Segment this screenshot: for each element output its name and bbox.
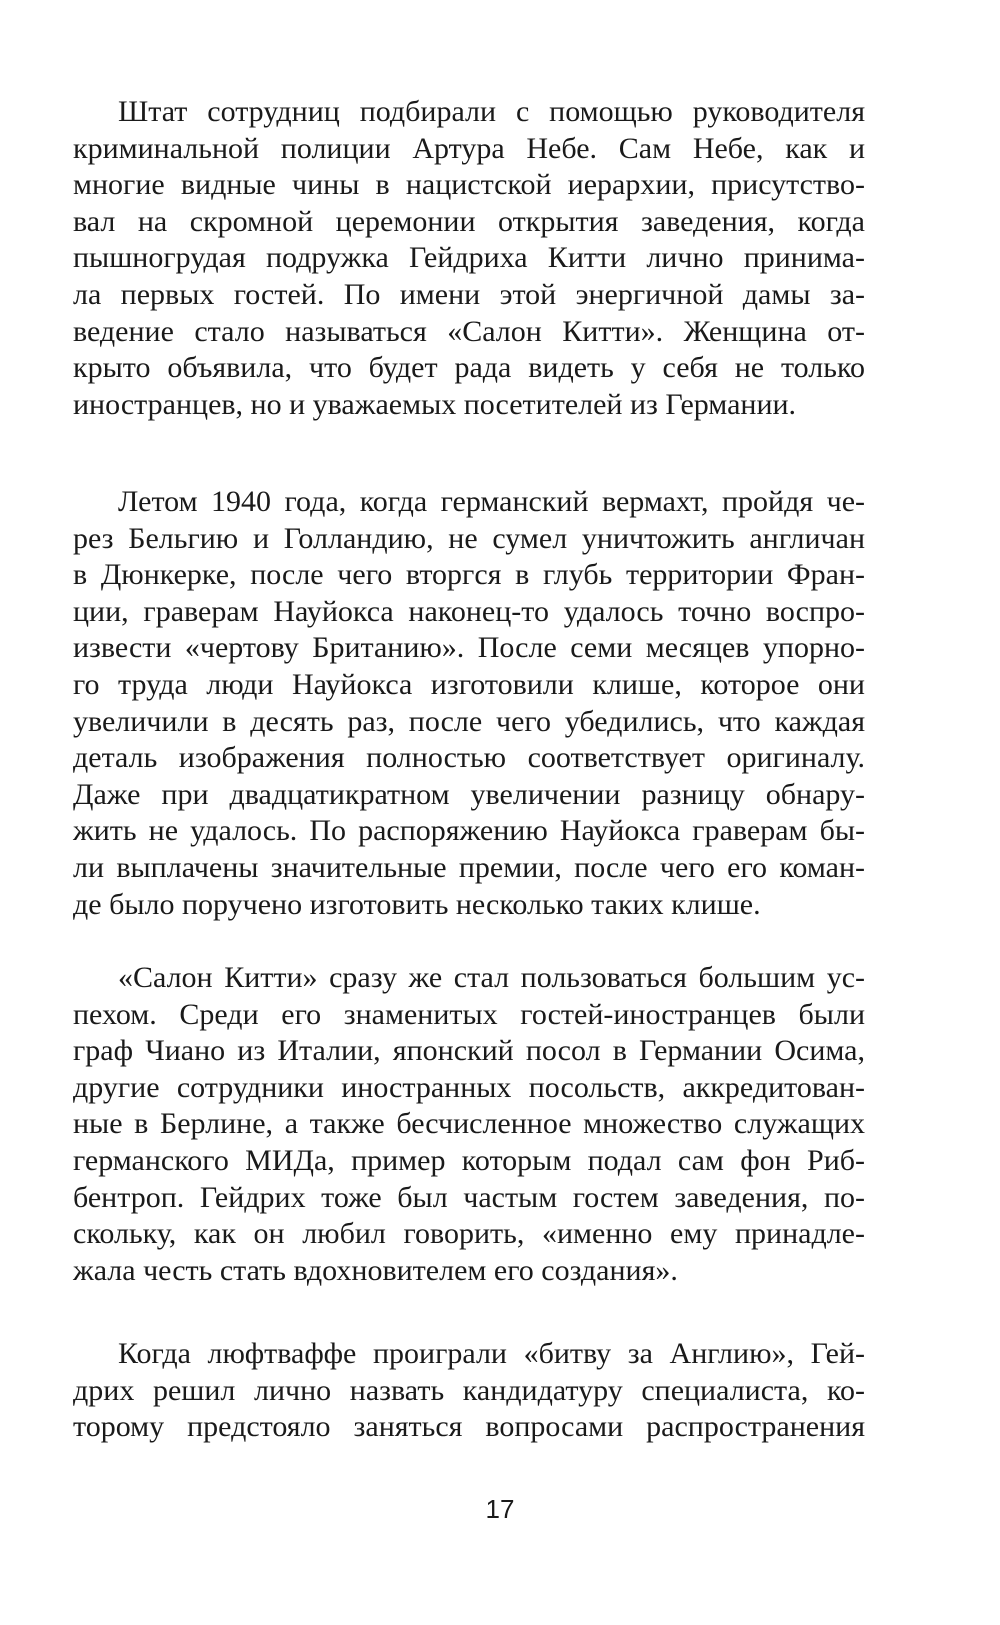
paragraph-2 xyxy=(73,484,865,923)
text-line: Даже при двадцатикратном увеличении разницу обнару- xyxy=(73,777,865,811)
text-line: деталь изображения полностью соответствует оригиналу. xyxy=(73,741,865,775)
text-line: дрих решил лично назвать кандидатуру специалиста, ко- xyxy=(73,1373,865,1407)
text-line: жала честь стать вдохновителем его создания». xyxy=(73,1253,678,1287)
text-line: вал на скромной церемонии открытия заведения, когда xyxy=(73,204,865,238)
text-line: жить не удалось. По распоряжению Науйокса граверам бы- xyxy=(73,814,865,848)
text-line: ла первых гостей. По имени этой энергичной дамы за- xyxy=(73,277,865,311)
paragraph-1 xyxy=(73,94,865,423)
text-line: пехом. Среди его знаменитых гостей-иностранцев были xyxy=(73,997,865,1031)
text-line: многие видные чины в нацистской иерархии, присутство- xyxy=(73,168,865,202)
text-line: другие сотрудники иностранных посольств, аккредитован- xyxy=(73,1070,865,1104)
text-line: Летом 1940 года, когда германский вермахт, пройдя че- xyxy=(118,485,865,518)
text-line: криминальной полиции Артура Небе. Сам Небе, как и xyxy=(73,131,865,165)
text-line: торому предстояло заняться вопросами распространения xyxy=(73,1410,865,1444)
paragraph-4 xyxy=(73,1336,865,1446)
text-line: ли выплачены значительные премии, после чего его коман- xyxy=(73,850,865,884)
text-line: извести «чертову Британию». После семи месяцев упорно- xyxy=(73,631,865,665)
text-line: увеличили в десять раз, после чего убедились, что каждая xyxy=(73,704,865,738)
text-line: германского МИДа, пример которым подал сам фон Риб- xyxy=(73,1143,865,1177)
page-number: 17 xyxy=(485,1494,515,1524)
text-line: Когда люфтваффе проиграли «битву за Англию», Гей- xyxy=(118,1337,865,1370)
text-line: в Дюнкерке, после чего вторгся в глубь территории Фран- xyxy=(73,558,865,592)
text-line: ведение стало называться «Салон Китти». Женщина от- xyxy=(73,314,865,348)
text-line: пышногрудая подружка Гейдриха Китти лично принима- xyxy=(73,241,865,275)
text-line: Штат сотрудниц подбирали с помощью руководителя xyxy=(118,95,865,128)
text-line: рез Бельгию и Голландию, не сумел уничтожить англичан xyxy=(73,521,865,555)
text-line: бентроп. Гейдрих тоже был частым гостем заведения, по- xyxy=(73,1180,865,1214)
text-line: го труда люди Науйокса изготовили клише, которое они xyxy=(73,667,865,701)
text-line: де было поручено изготовить несколько таких клише. xyxy=(73,887,761,921)
text-line: «Салон Китти» сразу же стал пользоваться большим ус- xyxy=(118,961,865,994)
text-line: скольку, как он любил говорить, «именно ему принадле- xyxy=(73,1217,865,1251)
text-line: граф Чиано из Италии, японский посол в Германии Осима, xyxy=(73,1034,865,1068)
paragraph-3 xyxy=(73,960,865,1289)
text-line: крыто объявила, что будет рада видеть у себя не только xyxy=(73,351,865,385)
text-line: иностранцев, но и уважаемых посетителей из Германии. xyxy=(73,387,797,421)
text-line: ные в Берлине, а также бесчисленное множество служащих xyxy=(73,1107,865,1141)
text-line: ции, граверам Науйокса наконец-то удалось точно воспро- xyxy=(73,594,865,628)
